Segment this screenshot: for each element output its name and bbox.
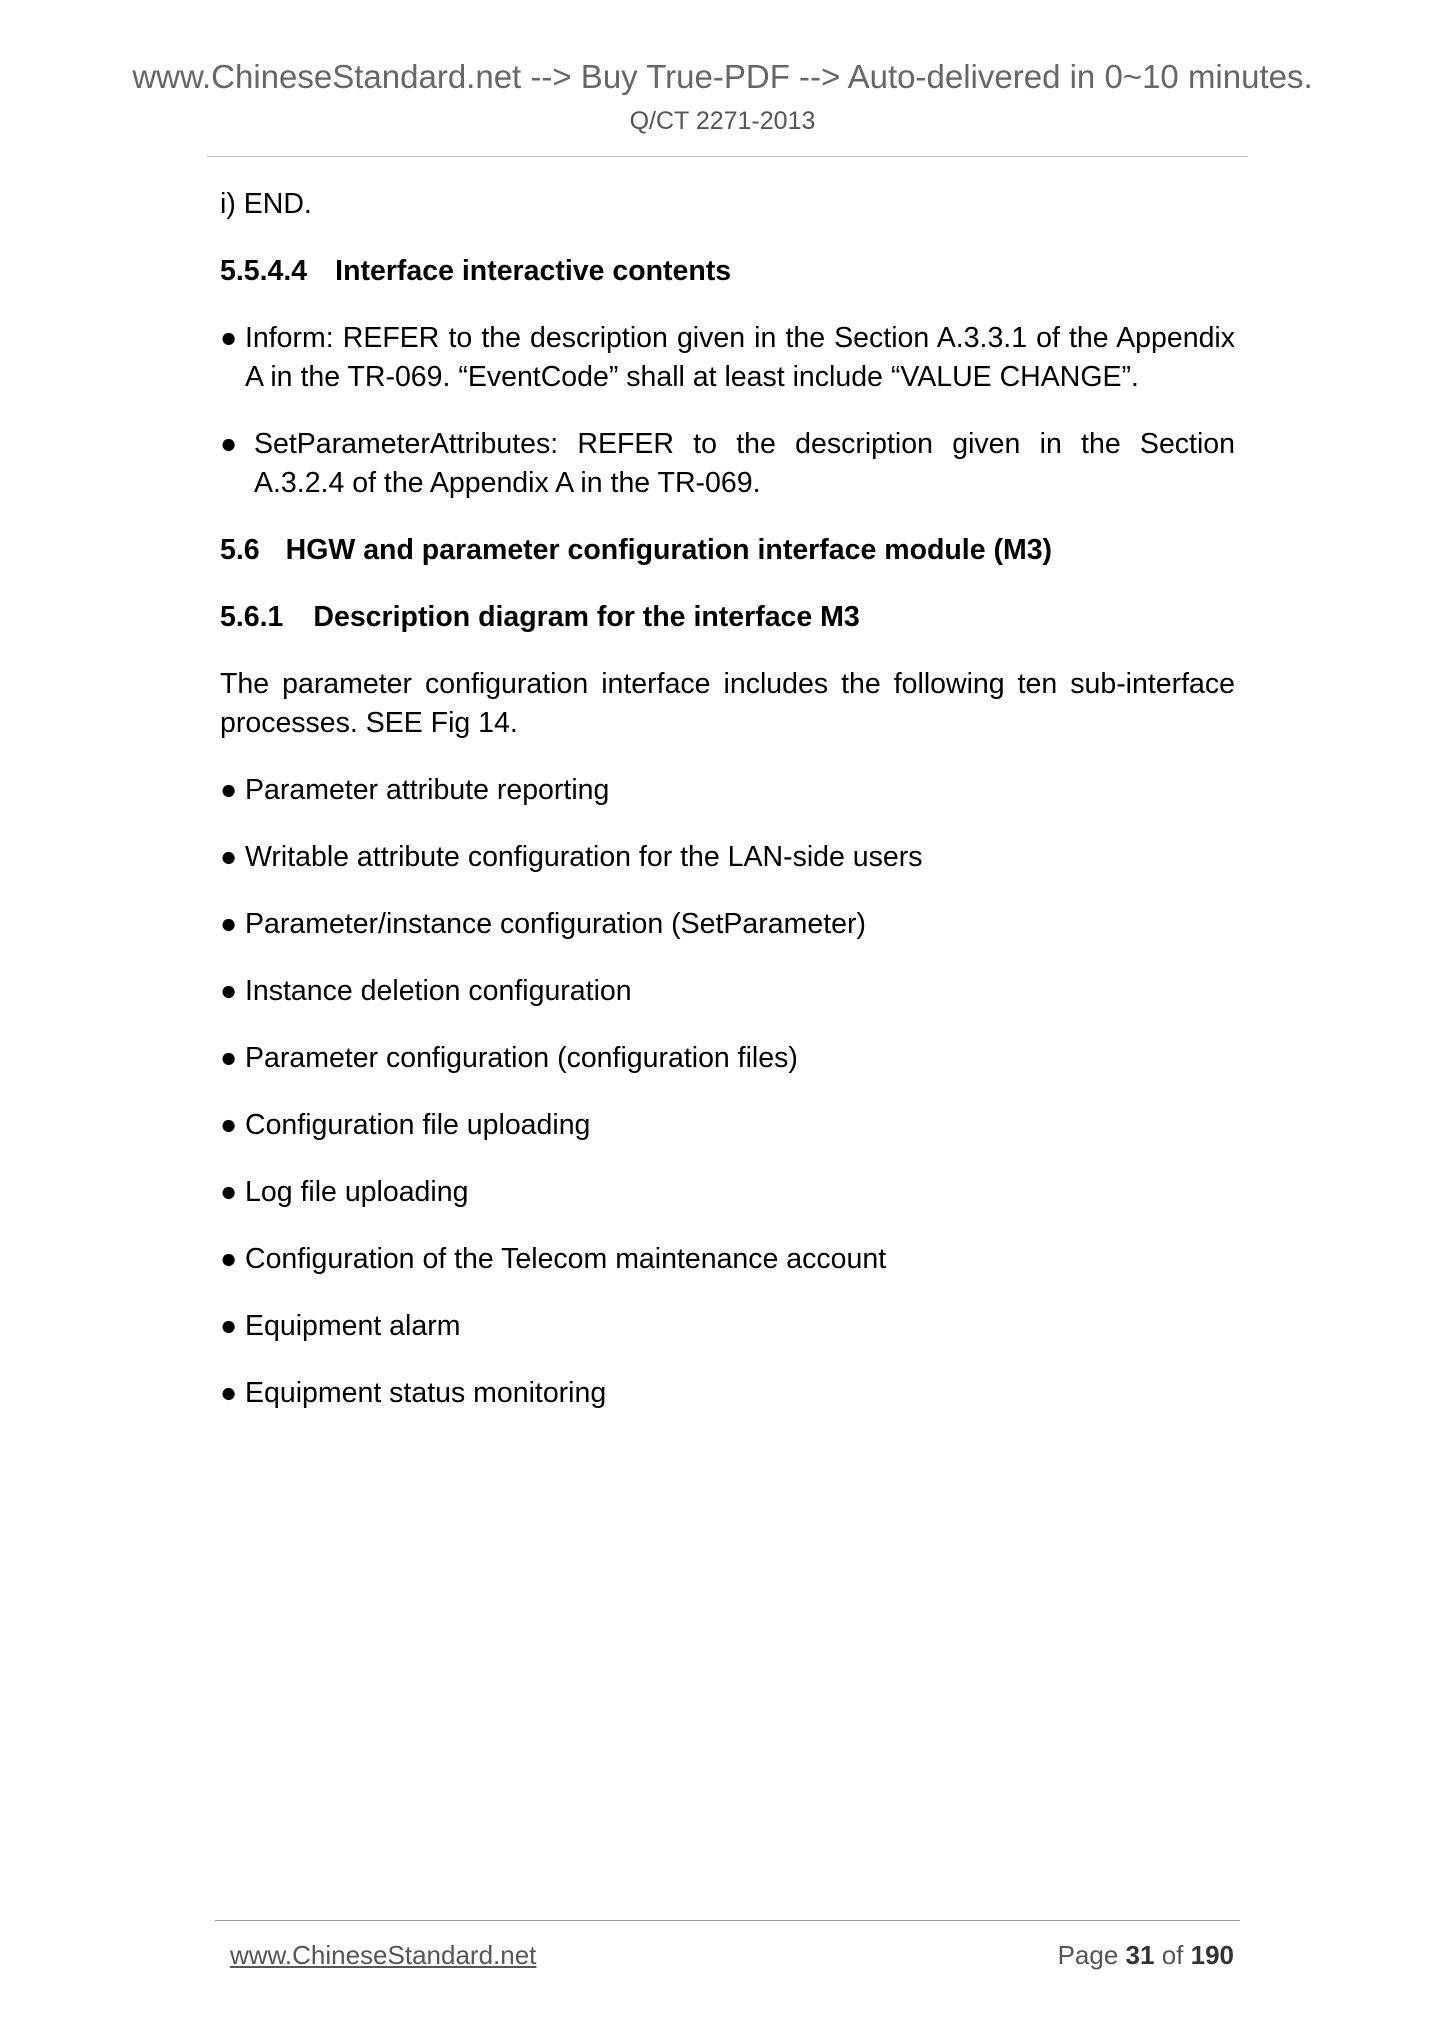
list-item-text: Writable attribute configuration for the LAN-side users [245,841,923,873]
section-heading-5-5-4-4 [220,252,1235,291]
section-title: Interface interactive contents [335,255,732,287]
list-item [220,838,1235,877]
section-heading-5-6-1 [220,598,1235,637]
bullet-icon: ● [220,1109,238,1141]
list-item [220,905,1235,944]
list-item [220,1374,1235,1413]
list-item [220,972,1235,1011]
list-item [220,1039,1235,1078]
bullet-icon: ● [220,774,238,806]
bullet-icon: ● [220,841,238,873]
page-prefix: Page [1057,1940,1119,1970]
list-item [220,1106,1235,1145]
bullet-icon: ● [220,1243,238,1275]
page-number [1058,1937,1234,1973]
list-item-text: Instance deletion configuration [245,975,632,1007]
page-of: of [1161,1940,1184,1970]
list-item-text: Equipment alarm [245,1310,461,1342]
list-item-text: Equipment status monitoring [245,1377,607,1409]
list-item-text: Parameter attribute reporting [245,774,610,806]
list-item [220,771,1235,810]
bullet-icon: ● [220,1310,238,1342]
page-current: 31 [1125,1940,1155,1970]
intro-paragraph: The parameter configuration interface includes the following ten sub-interface processes. SEE Fig 14. [220,668,1235,739]
bullet-icon: ● [220,322,238,354]
page-content [220,185,1235,1441]
document-code: Q/CT 2271-2013 [629,107,816,135]
list-item-text: Parameter/instance configuration (SetParameter) [245,908,866,940]
list-item-text: Configuration of the Telecom maintenance account [245,1243,887,1275]
bullet-icon: ● [220,908,238,940]
list-item [220,1173,1235,1212]
list-item [220,1307,1235,1346]
list-item-text: Parameter configuration (configuration files) [245,1042,798,1074]
header-divider [207,156,1248,157]
footer-divider [215,1920,1240,1921]
section-title: Description diagram for the interface M3 [313,601,860,633]
end-line: i) END. [220,188,312,220]
section-number: 5.6 [220,534,260,566]
bullet-icon: ● [220,1176,238,1208]
list-item [220,1240,1235,1279]
bullet-icon: ● [220,428,238,460]
section-title: HGW and parameter configuration interface module (M3) [285,534,1053,566]
bullet-icon: ● [220,975,238,1007]
list-item-text: SetParameterAttributes: REFER to the description given in the Section A.3.2.4 of the Appendix A in the TR-069. [254,428,1235,499]
list-item [220,425,1235,503]
list-item-text: Configuration file uploading [245,1109,591,1141]
list-item-text: Inform: REFER to the description given in the Section A.3.3.1 of the Appendix A in the TR-069. “EventCode” shall at least include “VALUE CHANGE”. [245,322,1235,393]
section-heading-5-6 [220,531,1235,570]
list-item-text: Log file uploading [245,1176,469,1208]
section-number: 5.6.1 [220,601,284,633]
section-number: 5.5.4.4 [220,255,308,287]
bullet-icon: ● [220,1377,238,1409]
footer-website-link[interactable]: www.ChineseStandard.net [230,1940,537,1970]
list-item [220,319,1235,397]
bullet-icon: ● [220,1042,238,1074]
page-total: 190 [1190,1940,1234,1970]
header-banner: www.ChineseStandard.net --> Buy True-PDF --> Auto-delivered in 0~10 minutes. [132,58,1313,95]
